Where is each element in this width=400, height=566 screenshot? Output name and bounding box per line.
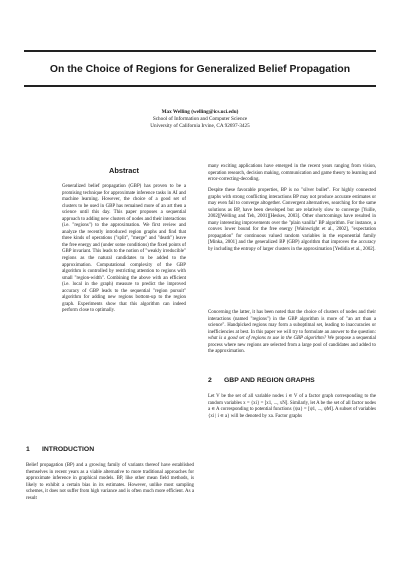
abstract-text: Generalized belief propagation (GBP) has proven to be a promising technique for approximate inference tasks in AI and machine learning. However, the choice of a good set of clusters to be used in GBP has remained more of an art then a science until this day. This paper proposes a sequential approach to adding new clusters of nodes and their interactions (i.e. "regions") to the approximation. We first review and analyze the recently introduced region graphs and find that three kinds of operations ("split", "merge" and "death") leave the free energy and (under some conditions) the fixed points of GBP invariant. This leads to the notion of "weakly irreducible" regions as the natural candidates to be added to the approximation. Computational complexity of the GBP algorithm is controlled by restricting attention to regions with small "region-width". Combining the above with an efficient (i.e. local in the graph) measure to predict the improved accuracy of GBP leads to the sequential "region pursuit" algorithm for adding new regions bottom-up to the region graph. Experiments show that this algorithm can indeed perform close to optimally. (62, 184, 186, 314)
author-name: Max Welling (welling@ics.uci.edu) (161, 109, 239, 115)
affiliation-line-1: School of Information and Computer Science (152, 116, 248, 122)
right-paragraph-3-a: Concerning the latter, it has been noted that the choice of clusters of nodes and their interactions (named "regions") in the GBP algorithm is more of "an art than a science". Handpicked regions may form a suboptimal set, leading to inaccuracies or inefficiencies at best. In this paper we will try to formulate an answer to the question: (208, 310, 376, 335)
paper-title: On the Choice of Regions for Generalized Belief Propagation (49, 64, 351, 75)
section-2-heading (208, 377, 315, 384)
right-paragraph-3 (208, 310, 376, 356)
title-top-rule (24, 50, 376, 52)
section-1-number: 1 (26, 446, 30, 453)
right-paragraph-3-b: We propose a sequential process where new regions are selected from a large pool of candidates and added to the approximation. (208, 336, 376, 355)
right-paragraph-2: Despite these favorable properties, BP is no "silver bullet". For highly connected graphs with strong conflicting interactions BP may not produce accurate estimates or may even fail to converge altogether. Convergent alternatives, searching for the same solutions as BP, have been developed but are relatively slow to converge [Yuille, 2002][Welling and Teh, 2001][Heskes, 2003]. Other shortcomings have resulted in many interesting improvements over the "plain vanilla" BP algorithm. For instance, a convex lower bound for the free energy [Wainwright et al., 2002], "expectation propagation" for continuous valued random variables in the exponential family [Minka, 2001] and the generalized BP (GBP) algorithm that improves the accuracy by including the entropy of larger clusters in the approximation [Yedidia et al., 2002]. (208, 188, 376, 252)
intro-text: Belief propagation (BP) and a growing family of variants thereof have established themselves in recent years as a viable alternative to more traditional approaches for approximate inference in graphical models. BP, like other mean field methods, is likely to exhibit a certain bias in its estimates. However, unlike most sampling schemes, it does not suffer from high variance and is often much more efficient. As a result (26, 463, 194, 501)
section-1-title: INTRODUCTION (42, 446, 95, 453)
section-1-heading (26, 446, 94, 453)
affiliation-line-2: University of California Irvine, CA 92697-3425 (150, 123, 250, 129)
title-bottom-rule (24, 85, 376, 87)
section-2-title: GBP AND REGION GRAPHS (224, 377, 315, 384)
right-paragraph-1: many exciting applications have emerged in the recent years ranging from vision, operation research, decision making, communication and game theory to learning and error-correcting-decoding. (208, 164, 376, 183)
author-block (60, 109, 340, 130)
section-2-text: Let V be the set of all variable nodes i ∈ V of a factor graph corresponding to the random variables x = {xi} = [x1, ..., xN]. Similarly, let A be the set of all factor nodes a ∈ A corresponding to potential functions {ψa} = [ψ1, ..., ψM]. A subset of variables {xi | i ∈ a} will be denoted by xa. Factor graphs (208, 394, 376, 419)
research-question: what is a good set of regions to use in the GBP algorithm? (208, 336, 327, 342)
section-2-number: 2 (208, 377, 212, 384)
abstract-heading: Abstract (109, 166, 139, 175)
